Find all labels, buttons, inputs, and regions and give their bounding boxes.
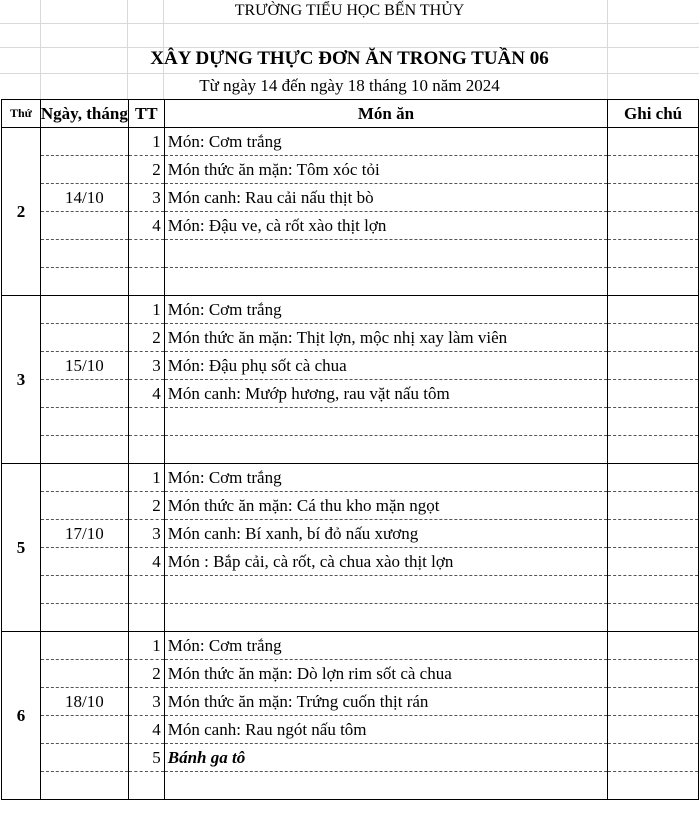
date-cell xyxy=(40,660,128,688)
item-number: 2 xyxy=(128,324,164,352)
note-cell xyxy=(608,772,699,800)
date-cell: 15/10 xyxy=(40,352,128,380)
note-cell xyxy=(608,380,699,408)
table-row xyxy=(2,408,699,436)
table-row xyxy=(2,184,699,212)
note-cell xyxy=(608,492,699,520)
item-number: 1 xyxy=(128,464,164,492)
dish-cell: Món: Cơm trắng xyxy=(164,464,607,492)
date-cell xyxy=(40,128,128,156)
item-number: 1 xyxy=(128,128,164,156)
table-row xyxy=(2,604,699,632)
note-cell xyxy=(608,632,699,660)
table-row xyxy=(2,212,699,240)
dish-cell: Món: Cơm trắng xyxy=(164,296,607,324)
note-cell xyxy=(608,688,699,716)
table-row xyxy=(2,688,699,716)
date-cell xyxy=(40,716,128,744)
dish-cell xyxy=(164,240,607,268)
note-cell xyxy=(608,352,699,380)
date-cell: 14/10 xyxy=(40,184,128,212)
table-row xyxy=(2,520,699,548)
date-cell xyxy=(40,296,128,324)
note-cell xyxy=(608,604,699,632)
table-row xyxy=(2,716,699,744)
note-cell xyxy=(608,296,699,324)
school-name: TRƯỜNG TIỂU HỌC BẾN THỦY xyxy=(234,2,465,19)
note-cell xyxy=(608,156,699,184)
item-number: 3 xyxy=(128,352,164,380)
table-row xyxy=(2,548,699,576)
date-cell xyxy=(40,464,128,492)
date-cell xyxy=(40,744,128,772)
table-row xyxy=(2,660,699,688)
dish-cell: Món canh: Mướp hương, rau vặt nấu tôm xyxy=(164,380,607,408)
note-cell xyxy=(608,212,699,240)
page-title: XÂY DỰNG THỰC ĐƠN ĂN TRONG TUẦN 06 xyxy=(150,48,549,69)
col-header-note: Ghi chú xyxy=(608,100,699,128)
table-row xyxy=(2,380,699,408)
table-row xyxy=(2,632,699,660)
date-range: Từ ngày 14 đến ngày 18 tháng 10 năm 2024 xyxy=(199,76,500,95)
note-cell xyxy=(608,240,699,268)
col-header-date: Ngày, tháng xyxy=(40,100,128,128)
note-cell xyxy=(608,660,699,688)
note-cell xyxy=(608,268,699,296)
weekday-cell: 5 xyxy=(2,464,41,632)
item-number: 4 xyxy=(128,212,164,240)
note-cell xyxy=(608,408,699,436)
item-number xyxy=(128,436,164,464)
item-number: 2 xyxy=(128,660,164,688)
date-cell xyxy=(40,632,128,660)
item-number: 4 xyxy=(128,548,164,576)
note-cell xyxy=(608,520,699,548)
note-cell xyxy=(608,324,699,352)
date-cell xyxy=(40,492,128,520)
dish-cell: Món: Đậu phụ sốt cà chua xyxy=(164,352,607,380)
dish-cell xyxy=(164,604,607,632)
dish-cell: Món thức ăn mặn: Tôm xóc tỏi xyxy=(164,156,607,184)
item-number xyxy=(128,772,164,800)
date-cell xyxy=(40,604,128,632)
note-cell xyxy=(608,128,699,156)
table-row xyxy=(2,464,699,492)
item-number xyxy=(128,240,164,268)
table-row xyxy=(2,436,699,464)
item-number: 1 xyxy=(128,632,164,660)
table-row xyxy=(2,240,699,268)
item-number xyxy=(128,576,164,604)
date-cell xyxy=(40,436,128,464)
dish-cell xyxy=(164,268,607,296)
item-number xyxy=(128,408,164,436)
item-number: 5 xyxy=(128,744,164,772)
dish-cell: Bánh ga tô xyxy=(164,744,607,772)
date-cell: 17/10 xyxy=(40,520,128,548)
col-header-thu: Thứ xyxy=(2,100,41,128)
dish-cell: Món canh: Bí xanh, bí đỏ nấu xương xyxy=(164,520,607,548)
date-cell xyxy=(40,408,128,436)
note-cell xyxy=(608,184,699,212)
note-cell xyxy=(608,744,699,772)
menu-body xyxy=(2,128,699,800)
col-header-dish: Món ăn xyxy=(164,100,607,128)
grid-line xyxy=(0,23,699,24)
dish-cell: Món canh: Rau ngót nấu tôm xyxy=(164,716,607,744)
date-cell xyxy=(40,212,128,240)
item-number: 3 xyxy=(128,520,164,548)
date-cell xyxy=(40,324,128,352)
note-cell xyxy=(608,576,699,604)
dish-cell: Món: Cơm trắng xyxy=(164,128,607,156)
dish-cell: Món thức ăn mặn: Thịt lợn, mộc nhị xay làm viên xyxy=(164,324,607,352)
table-header-row xyxy=(2,100,699,128)
table-row xyxy=(2,268,699,296)
table-row xyxy=(2,156,699,184)
note-cell xyxy=(608,716,699,744)
item-number: 3 xyxy=(128,184,164,212)
grid-line xyxy=(0,73,699,74)
dish-cell: Món thức ăn mặn: Dò lợn rim sốt cà chua xyxy=(164,660,607,688)
note-cell xyxy=(608,464,699,492)
dish-cell xyxy=(164,772,607,800)
dish-cell: Món thức ăn mặn: Cá thu kho mặn ngọt xyxy=(164,492,607,520)
date-cell xyxy=(40,576,128,604)
item-number: 1 xyxy=(128,296,164,324)
date-cell xyxy=(40,772,128,800)
dish-cell: Món: Đậu ve, cà rốt xào thịt lợn xyxy=(164,212,607,240)
item-number: 3 xyxy=(128,688,164,716)
weekday-cell: 6 xyxy=(2,632,41,800)
table-row xyxy=(2,576,699,604)
col-header-tt: TT xyxy=(128,100,164,128)
note-cell xyxy=(608,436,699,464)
item-number xyxy=(128,268,164,296)
date-cell: 18/10 xyxy=(40,688,128,716)
menu-table xyxy=(1,99,699,800)
dish-cell xyxy=(164,436,607,464)
dish-cell: Món thức ăn mặn: Trứng cuốn thịt rán xyxy=(164,688,607,716)
weekday-cell: 2 xyxy=(2,128,41,296)
table-row xyxy=(2,492,699,520)
date-cell xyxy=(40,156,128,184)
item-number: 4 xyxy=(128,380,164,408)
table-row xyxy=(2,324,699,352)
table-row xyxy=(2,296,699,324)
table-row xyxy=(2,128,699,156)
note-cell xyxy=(608,548,699,576)
table-row xyxy=(2,744,699,772)
table-row xyxy=(2,772,699,800)
date-cell xyxy=(40,380,128,408)
dish-cell xyxy=(164,576,607,604)
item-number: 2 xyxy=(128,492,164,520)
date-cell xyxy=(40,268,128,296)
dish-cell: Món: Cơm trắng xyxy=(164,632,607,660)
item-number: 4 xyxy=(128,716,164,744)
dish-cell: Món canh: Rau cải nấu thịt bò xyxy=(164,184,607,212)
weekday-cell: 3 xyxy=(2,296,41,464)
date-cell xyxy=(40,548,128,576)
dish-cell xyxy=(164,408,607,436)
date-cell xyxy=(40,240,128,268)
dish-cell: Món : Bắp cải, cà rốt, cà chua xào thịt lợn xyxy=(164,548,607,576)
item-number: 2 xyxy=(128,156,164,184)
item-number xyxy=(128,604,164,632)
table-row xyxy=(2,352,699,380)
